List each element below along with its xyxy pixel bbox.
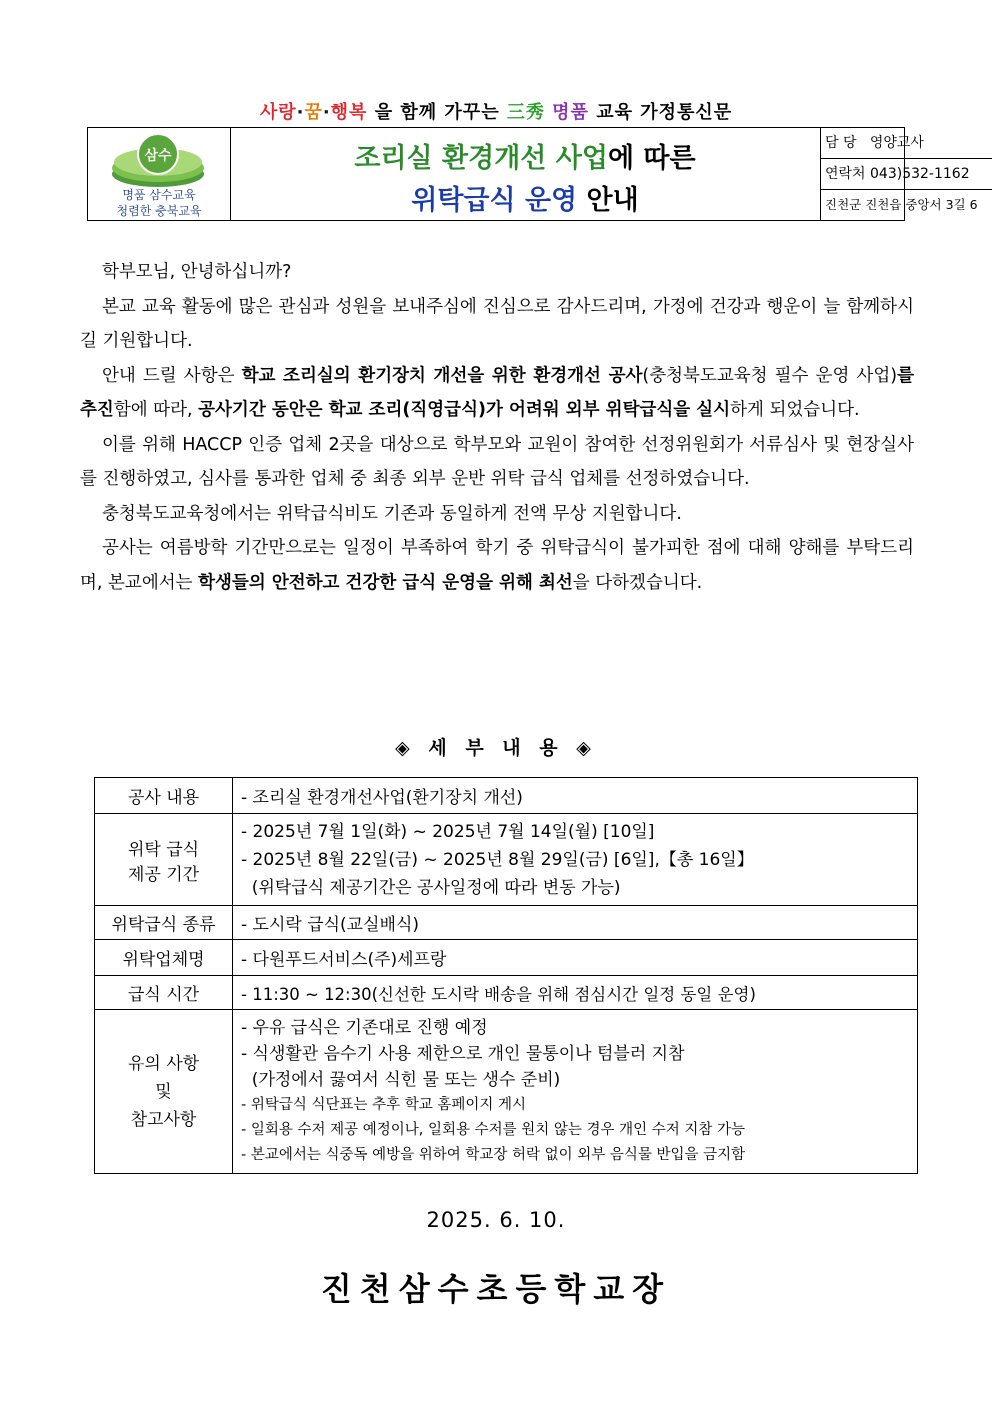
apology-bold-b: 학생들의 안전하고 건강한 급식 운영을 위해 최선 bbox=[198, 572, 573, 593]
principal-signature: 진천삼수초등학교장 bbox=[320, 1270, 672, 1308]
label-company: 위탁업체명 bbox=[95, 940, 233, 976]
apology-text-a: 공사는 여름방학 기간만으로는 일정이 부족하여 학기 중 위탁급식이 불가피한 점에 대해 양해를 부탁드리며, 본교에서는 bbox=[80, 538, 914, 593]
label-period-2: 제공 기간 bbox=[127, 864, 200, 885]
label-construction: 공사 내용 bbox=[95, 778, 233, 814]
slogan-middle: 을 함께 가꾸는 bbox=[367, 102, 507, 123]
section-title: ◈ 세 부 내 용 ◈ bbox=[395, 737, 597, 759]
label-type: 위탁급식 종류 bbox=[95, 906, 233, 940]
table-row bbox=[95, 1010, 918, 1174]
notice-text-f: 함에 따라, bbox=[113, 400, 199, 420]
slogan-dream: 꿈 bbox=[304, 102, 323, 123]
letter-body bbox=[80, 255, 914, 600]
slogan-samsu: 三秀 bbox=[506, 102, 545, 123]
notice-bold-d: 를 bbox=[897, 365, 915, 386]
note-outside-food: - 본교에서는 식중독 예방을 위하여 학교장 허락 없이 외부 음식물 반입을 금지함 bbox=[241, 1147, 746, 1163]
title-highlight-1: 조리실 환경개선 사업 bbox=[354, 143, 608, 174]
notice-bold-g: 공사기간 동안은 학교 조리(직영급식)가 어려워 외부 위탁급식을 실시 bbox=[198, 400, 731, 420]
label-notes-3: 참고사항 bbox=[130, 1109, 197, 1130]
paragraph-support: 충청북도교육청에서는 위탁급식비도 기존과 동일하게 전액 무상 지원합니다. bbox=[102, 503, 682, 524]
note-water-sub: (가정에서 끓여서 식힌 물 또는 생수 준비) bbox=[241, 1070, 561, 1090]
note-menu: - 위탁급식 식단표는 추후 학교 홈페이지 게시 bbox=[241, 1097, 527, 1113]
title-line-1 bbox=[230, 136, 820, 175]
greeting: 학부모님, 안녕하십니까? bbox=[102, 262, 292, 282]
title-cell bbox=[230, 128, 821, 220]
title-line-2 bbox=[230, 178, 820, 217]
value-period bbox=[233, 814, 918, 906]
apology-text-c: 을 다하겠습니다. bbox=[572, 572, 703, 593]
issue-date: 2025. 6. 10. bbox=[426, 1208, 566, 1232]
table-row bbox=[95, 814, 918, 906]
table-row bbox=[95, 940, 918, 976]
title-rest-2: 안내 bbox=[577, 185, 639, 216]
value-construction: - 조리실 환경개선사업(환기장치 개선) bbox=[233, 778, 918, 814]
emblem-text: 삼수 bbox=[144, 148, 172, 164]
period-line-3: (위탁급식 제공기간은 공사일정에 따라 변동 가능) bbox=[241, 877, 621, 898]
notice-bold-e: 추진 bbox=[80, 400, 114, 420]
notice-bold-b: 학교 조리실의 환기장치 개선을 위한 환경개선 공사 bbox=[241, 365, 643, 386]
contact-manager: 담 당 영양교사 bbox=[825, 135, 924, 151]
paragraph-thanks: 본교 교육 활동에 많은 관심과 성원을 보내주심에 진심으로 감사드리며, 가정에 건강과 행운이 늘 함께하시길 기원합니다. bbox=[80, 296, 914, 351]
value-type: - 도시락 급식(교실배식) bbox=[233, 906, 918, 940]
slogan bbox=[0, 98, 992, 124]
table-row bbox=[95, 976, 918, 1010]
period-line-2: - 2025년 8월 22일(금) ~ 2025년 8월 29일(금) [6일],【총 16일】 bbox=[241, 849, 754, 870]
title-rest-1: 에 따른 bbox=[607, 143, 696, 174]
contact-phone: 연락처 043)532-1162 bbox=[820, 158, 992, 189]
slogan-dot-2: · bbox=[322, 102, 331, 123]
contact-address: 진천군 진천읍 중앙서 3길 6 bbox=[820, 189, 992, 220]
note-water: - 식생활관 음수기 사용 제한으로 개인 물통이나 텀블러 지참 bbox=[241, 1044, 685, 1064]
logo-cell bbox=[88, 128, 231, 220]
label-period-1: 위탁 급식 bbox=[127, 839, 200, 860]
label-period bbox=[95, 814, 233, 906]
slogan-happiness: 행복 bbox=[330, 102, 368, 123]
slogan-tail: 교육 가정통신문 bbox=[588, 102, 733, 123]
value-time: - 11:30 ~ 12:30(신선한 도시락 배송을 위해 점심시간 일정 동일 운영) bbox=[233, 976, 918, 1010]
paragraph-apology bbox=[80, 531, 914, 600]
label-notes bbox=[95, 1010, 233, 1174]
table-row bbox=[95, 906, 918, 940]
notice-text-a: 안내 드릴 사항은 bbox=[102, 365, 242, 386]
period-line-1: - 2025년 7월 1일(화) ~ 2025년 7월 14일(월) [10일] bbox=[241, 821, 655, 842]
label-notes-1: 유의 사항 bbox=[127, 1053, 200, 1074]
school-emblem-icon bbox=[106, 130, 210, 190]
label-notes-2: 및 bbox=[155, 1081, 172, 1102]
value-company: - 다원푸드서비스(주)세프랑 bbox=[233, 940, 918, 976]
logo-line-1: 명품 삼수교육 bbox=[122, 188, 196, 202]
slogan-love: 사랑 bbox=[259, 102, 297, 123]
notice-text-h: 하게 되었습니다. bbox=[730, 400, 860, 420]
details-table bbox=[94, 777, 918, 1174]
header-box bbox=[87, 127, 978, 221]
title-highlight-2: 위탁급식 운영 bbox=[411, 185, 578, 216]
paragraph-selection: 이를 위해 HACCP 인증 업체 2곳을 대상으로 학부모와 교원이 참여한 선정위원회가 서류심사 및 현장실사를 진행하였고, 심사를 통과한 업체 중 최종 외부 운반 위탁 급식 업체를 선정하였습니다. bbox=[80, 434, 914, 489]
value-notes bbox=[233, 1010, 918, 1174]
note-utensils: - 일회용 수저 제공 예정이나, 일회용 수저를 원치 않는 경우 개인 수저 지참 가능 bbox=[241, 1122, 745, 1138]
contact-cell bbox=[820, 128, 978, 220]
table-row bbox=[95, 778, 918, 814]
paragraph-notice bbox=[80, 359, 914, 428]
label-time: 급식 시간 bbox=[95, 976, 233, 1010]
note-milk: - 우유 급식은 기존대로 진행 예정 bbox=[241, 1018, 488, 1038]
logo-line-2: 청렴한 충북교육 bbox=[116, 204, 202, 218]
slogan-premium: 명품 bbox=[552, 102, 589, 123]
notice-text-c: (충청북도교육청 필수 운영 사업) bbox=[642, 365, 898, 386]
slogan-dot-1: · bbox=[296, 102, 305, 123]
